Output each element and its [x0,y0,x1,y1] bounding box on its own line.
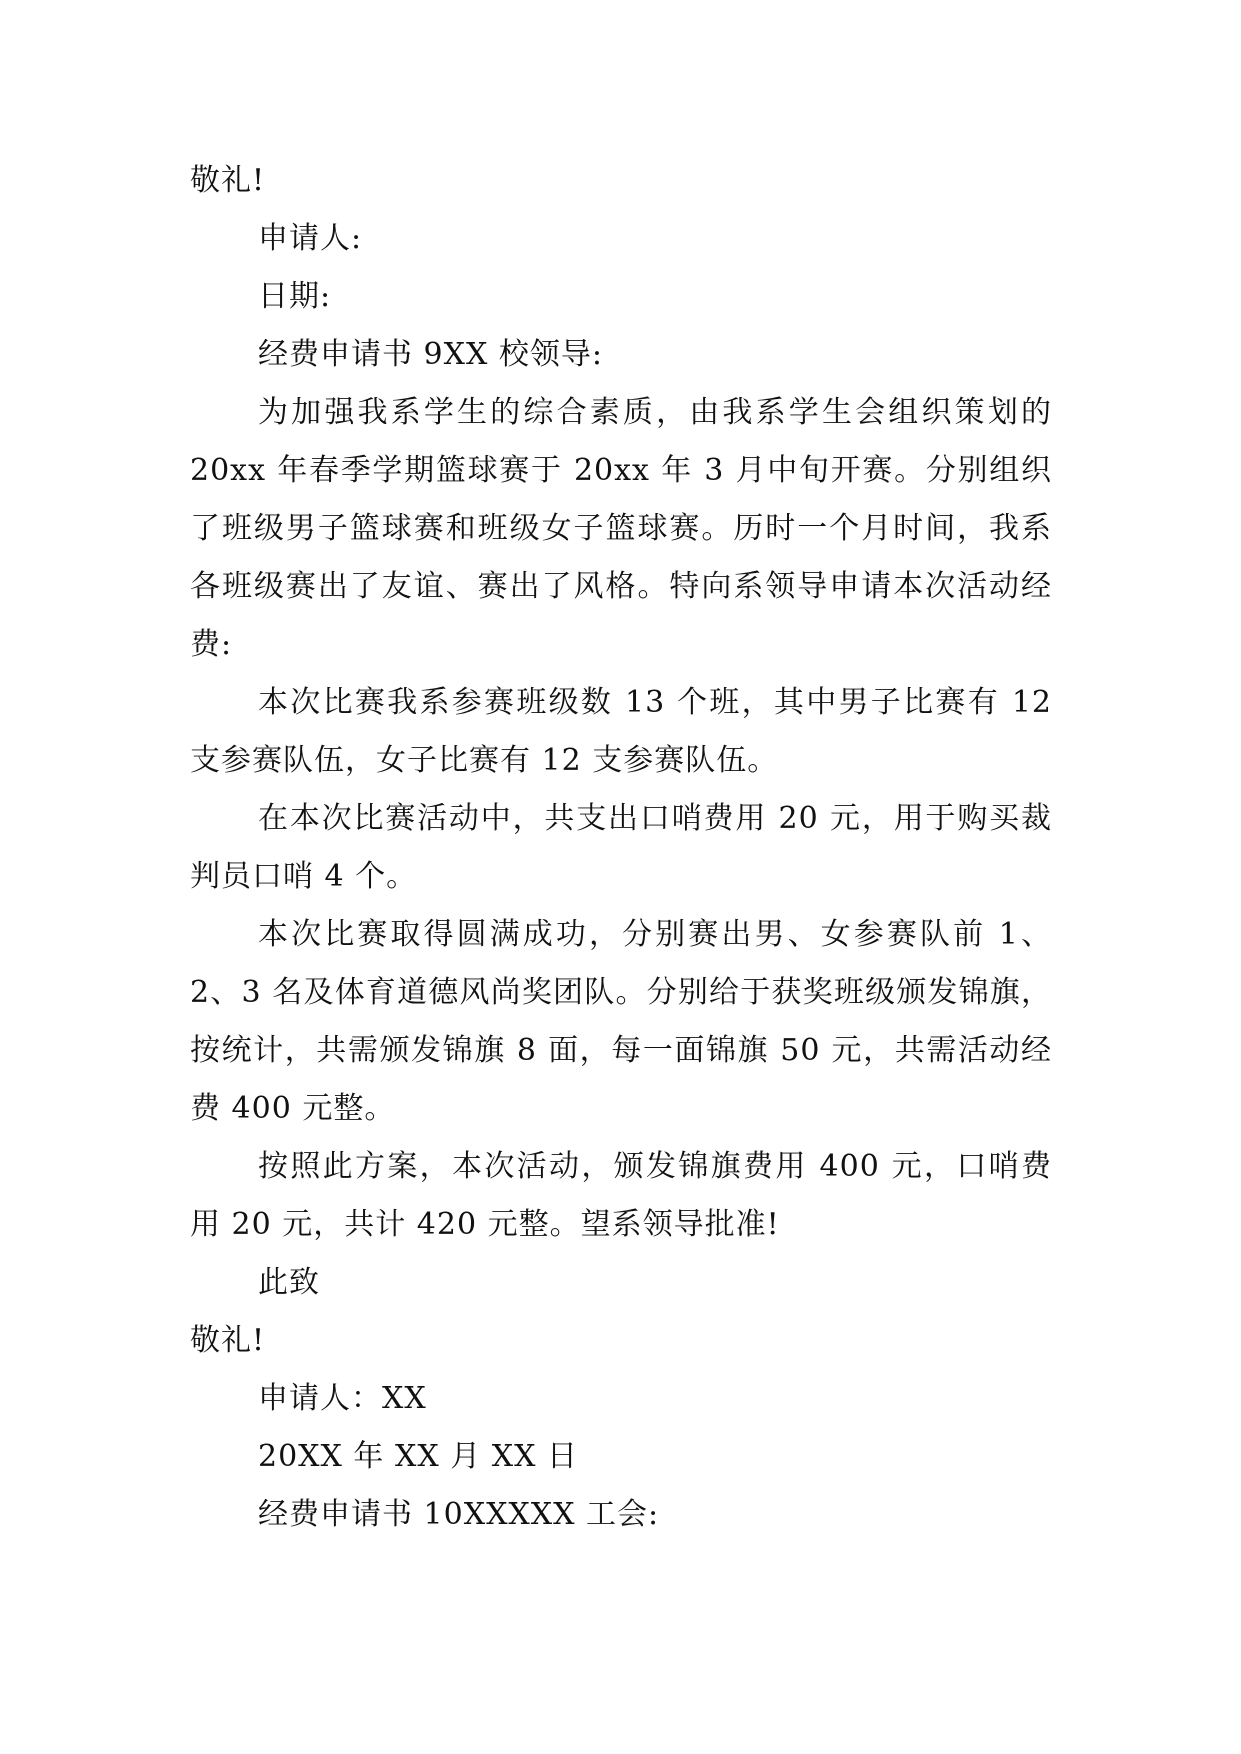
applicant-label-1: 申请人: [258,221,363,256]
salutation: 此致 [258,1265,320,1300]
paragraph-total: 按照此方案，本次活动，颁发锦旗费用 400 元，口哨费用 20 元，共计 420 元整。望系领导批准! [190,1149,1052,1242]
document-body [190,152,1052,1544]
section-heading-10: 经费申请书 10XXXXX 工会: [258,1497,660,1532]
section-heading-9: 经费申请书 9XX 校领导: [258,337,603,372]
closing-respect-2: 敬礼! [190,1323,266,1358]
paragraph-background: 为加强我系学生的综合素质，由我系学生会组织策划的20xx 年春季学期篮球赛于 20xx 年 3 月中旬开赛。分别组织了班级男子篮球赛和班级女子篮球赛。历时一个月时间，我系各班级赛出了友谊、赛出了风格。特向系领导申请本次活动经费: [190,395,1052,662]
date-2: 20XX 年 XX 月 XX 日 [258,1439,578,1474]
closing-respect-1: 敬礼! [190,163,266,198]
applicant-name-2: 申请人：XX [258,1381,427,1416]
paragraph-whistle-cost: 在本次比赛活动中，共支出口哨费用 20 元，用于购买裁判员口哨 4 个。 [190,801,1052,894]
paragraph-teams: 本次比赛我系参赛班级数 13 个班，其中男子比赛有 12 支参赛队伍，女子比赛有 12 支参赛队伍。 [190,685,1052,778]
date-label-1: 日期: [258,279,332,314]
paragraph-banner-cost: 本次比赛取得圆满成功，分别赛出男、女参赛队前 1、2、3 名及体育道德风尚奖团队。分别给于获奖班级颁发锦旗，按统计，共需颁发锦旗 8 面，每一面锦旗 50 元，共需活动经费 400 元整。 [190,917,1052,1126]
